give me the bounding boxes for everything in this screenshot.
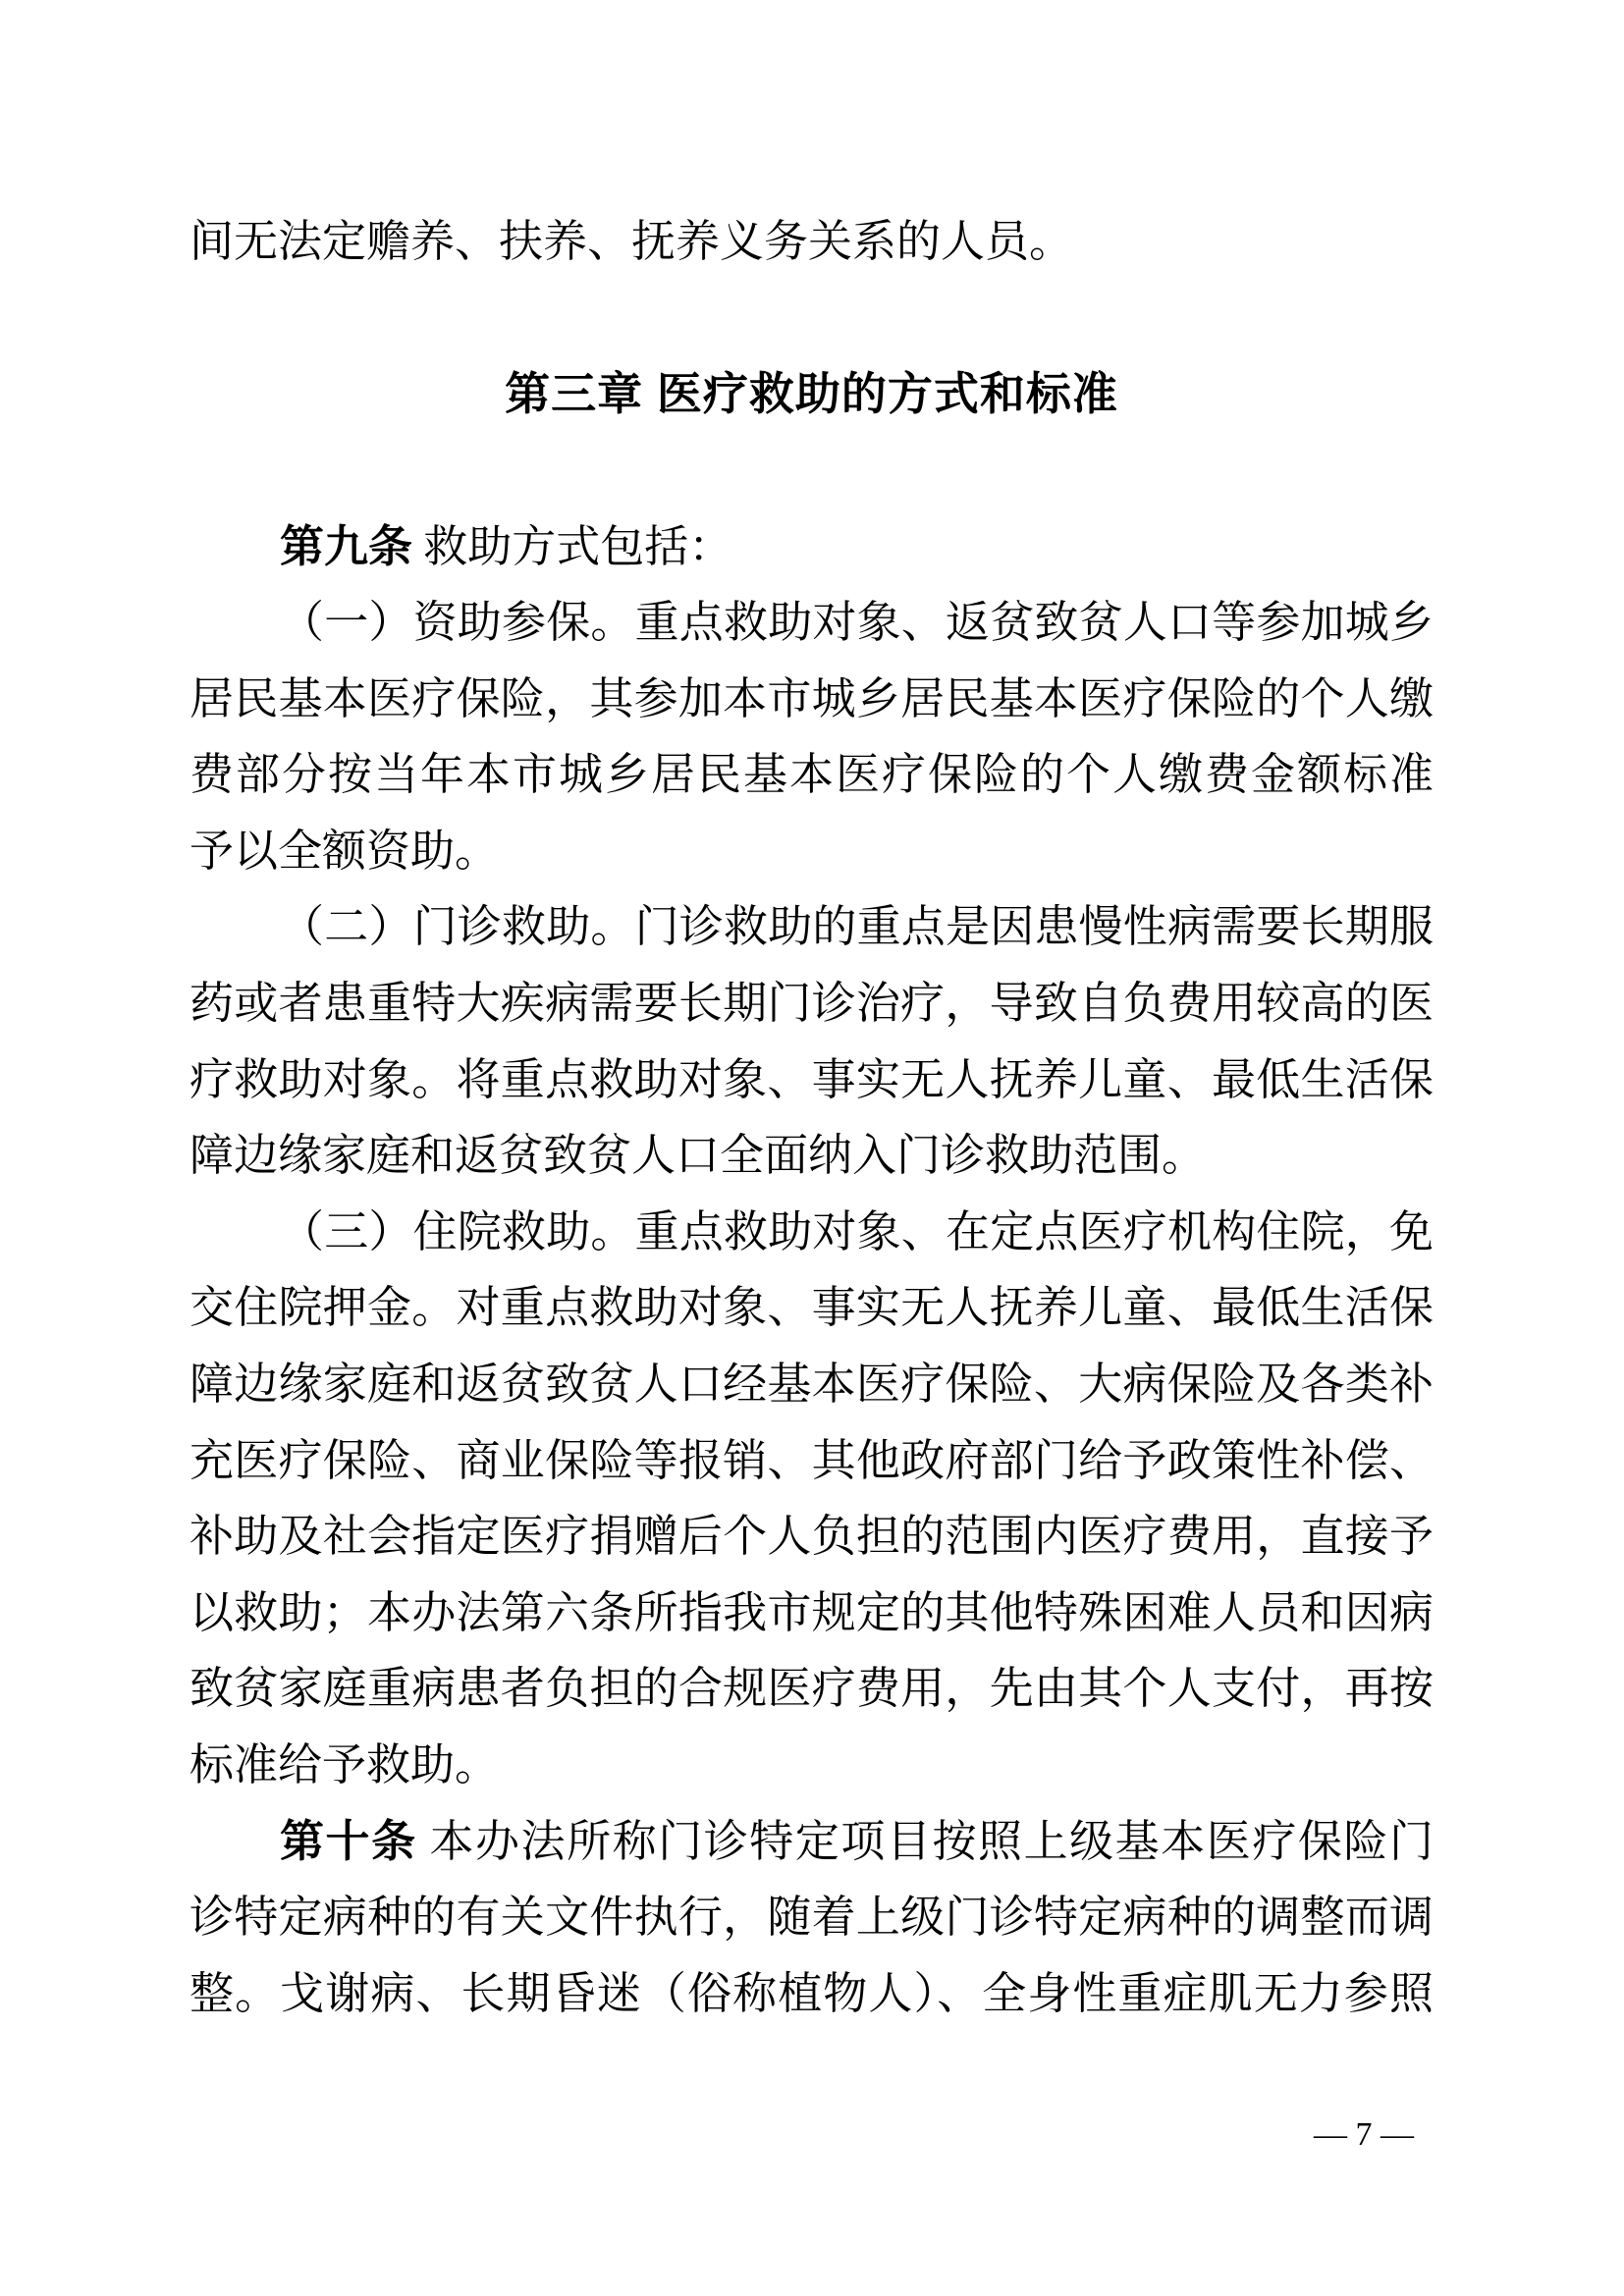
text-line: 障边缘家庭和返贫致贫人口经基本医疗保险、大病保险及各类补 [189, 1359, 1434, 1409]
text-line: 以救助；本办法第六条所指我市规定的其他特殊困难人员和因病 [189, 1587, 1434, 1637]
article-number: 第九条 [280, 521, 413, 572]
blank-line [189, 281, 1434, 357]
text-line: 交住院押金。对重点救助对象、事实无人抚养儿童、最低生活保 [189, 1283, 1434, 1333]
text-line: 居民基本医疗保险，其参加本市城乡居民基本医疗保险的个人缴 [189, 673, 1434, 723]
text-line: （三）住院救助。重点救助对象、在定点医疗机构住院，免 [280, 1206, 1434, 1256]
text-line: 整。戈谢病、长期昏迷（俗称植物人）、全身性重症肌无力参照 [189, 1968, 1434, 2018]
blank-line [189, 433, 1434, 509]
text-line: 标准给予救助。 [189, 1739, 500, 1789]
text-line: 间无法定赡养、扶养、抚养义务关系的人员。 [189, 217, 1074, 266]
text-line: 补助及社会指定医疗捐赠后个人负担的范围内医疗费用，直接予 [189, 1512, 1434, 1562]
text-line: 诊特定病种的有关文件执行，随着上级门诊特定病种的调整而调 [189, 1893, 1434, 1943]
text-line: 费部分按当年本市城乡居民基本医疗保险的个人缴费金额标准 [189, 750, 1434, 800]
text-line: 予以全额资助。 [189, 826, 500, 876]
text-line: （一）资助参保。重点救助对象、返贫致贫人口等参加城乡 [280, 597, 1434, 647]
text-line: 第十条 本办法所称门诊特定项目按照上级基本医疗保险门 [280, 1816, 1434, 1867]
text-line: 致贫家庭重病患者负担的合规医疗费用，先由其个人支付，再按 [189, 1664, 1434, 1714]
text-line: 药或者患重特大疾病需要长期门诊治疗，导致自负费用较高的医 [189, 978, 1434, 1028]
document-body [189, 204, 1434, 2032]
text-line: 障边缘家庭和返贫致贫人口全面纳入门诊救助范围。 [189, 1131, 1207, 1181]
article-number: 第十条 [280, 1816, 417, 1867]
text-line: 充医疗保险、商业保险等报销、其他政府部门给予政策性补偿、 [189, 1435, 1434, 1485]
text-line: （二）门诊救助。门诊救助的重点是因患慢性病需要长期服 [280, 902, 1434, 952]
page-number: — 7 — [1314, 2116, 1414, 2153]
text-line: 第九条 救助方式包括： [280, 521, 733, 572]
text-line: 疗救助对象。将重点救助对象、事实无人抚养儿童、最低生活保 [189, 1054, 1434, 1104]
chapter-heading: 第三章 医疗救助的方式和标准 [505, 368, 1118, 420]
